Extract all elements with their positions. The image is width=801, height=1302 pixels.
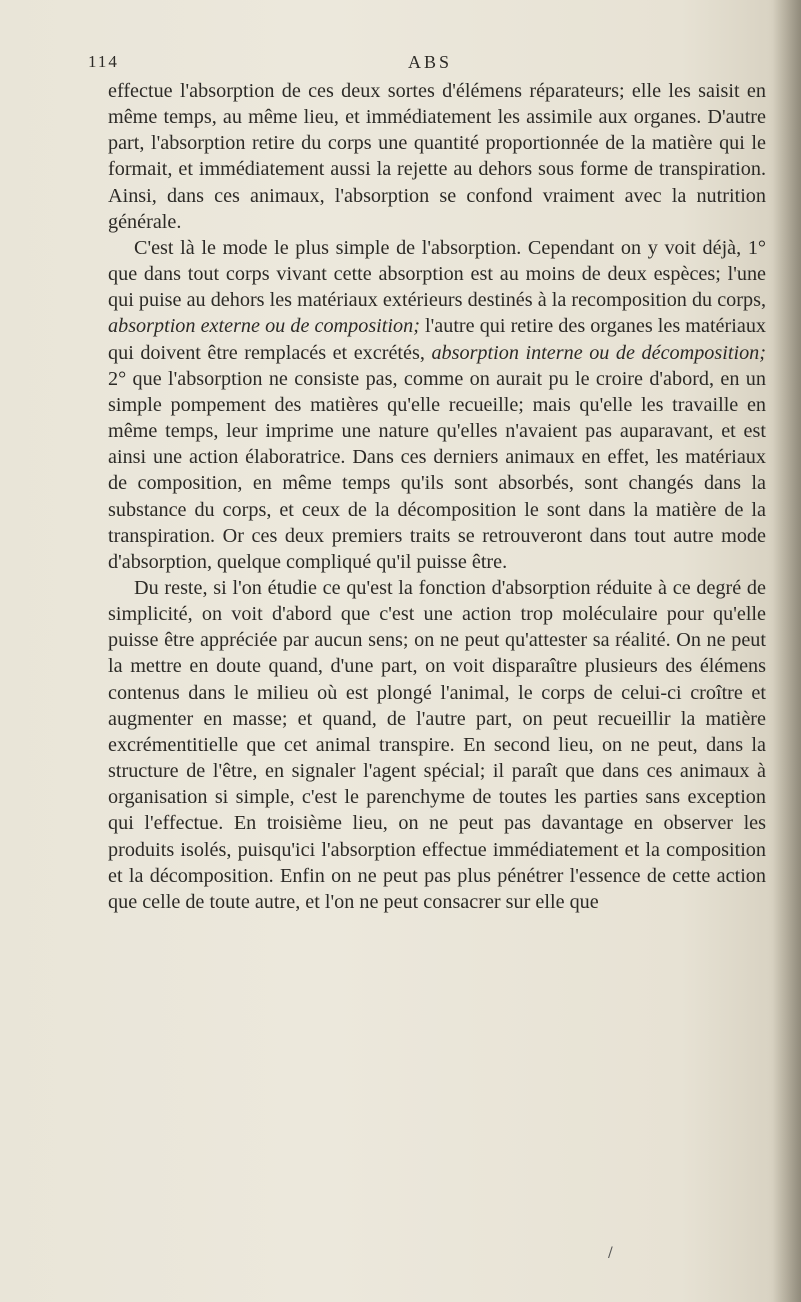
page-number: 114 xyxy=(88,52,119,71)
paragraph-3: Du reste, si l'on étudie ce qu'est la fonction d'absorption réduite à ce degré de simplicité, on voit d'abord que c'est une action trop moléculaire pour qu'elle puisse être appréciée par aucun sens; on ne peut qu'attester sa réalité. On ne peut la mettre en doute quand, d'une part, on voit disparaître plusieurs des élémens contenus dans le milieu où est plongé l'animal, le corps de celui-ci croître et augmenter en masse; et quand, de l'autre part, on peut recueillir la matière excrémentitielle que cet animal transpire. En second lieu, on ne peut, dans la structure de l'être, en signaler l'agent spécial; il paraît que dans ces animaux à organisation si simple, c'est le parenchyme de toutes les parties sans exception qui l'effectue. En troisième lieu, on ne peut pas davantage en observer les produits isolés, puisqu'ici l'absorption effectue immédiatement et la composition et la décomposition. Enfin on ne peut pas plus pénétrer l'essence de cette action que celle de toute autre, et l'on ne peut consacrer sur elle que xyxy=(108,576,766,913)
page-header xyxy=(0,52,801,78)
page-spine-shadow xyxy=(773,0,801,1302)
footer-mark: / xyxy=(608,1245,613,1261)
body-text xyxy=(108,78,766,915)
paragraph-2: C'est là le mode le plus simple de l'absorption. Cependant on y voit déjà, 1° que dans tout corps vivant cette absorption est au moins de deux espèces; l'une qui puise au dehors les matériaux extérieurs destinés à la recomposition du corps, absorption externe ou de composition; l'autre qui retire des organes les matériaux qui doivent être remplacés et excrétés, absorption interne ou de décomposition; 2° que l'absorption ne consiste pas, comme on aurait pu le croire d'abord, en un simple pompement des matières qu'elle recueille; mais qu'elle les travaille en même temps, leur imprime une nature qu'elles n'avaient pas auparavant, et est ainsi une action élaboratrice. Dans ces derniers animaux en effet, les matériaux de composition, en même temps qu'ils sont absorbés, sont changés dans la substance du corps, et ceux de la décomposition le sont dans la matière de la transpiration. Or ces deux premiers traits se retrouveront dans tout autre mode d'absorption, quelque compliqué qu'il puisse être. xyxy=(108,236,767,573)
paragraph-1: effectue l'absorption de ces deux sortes d'élémens réparateurs; elle les saisit en même temps, au même lieu, et immédiatement les assimile aux organes. D'autre part, l'absorption retire du corps une quantité proportionnée de la matière qui le formait, et immédiatement aussi la rejette au dehors sous forme de transpiration. Ainsi, dans ces animaux, l'absorption se confond vraiment avec la nutrition générale. xyxy=(108,80,766,233)
running-head: ABS xyxy=(408,52,453,72)
